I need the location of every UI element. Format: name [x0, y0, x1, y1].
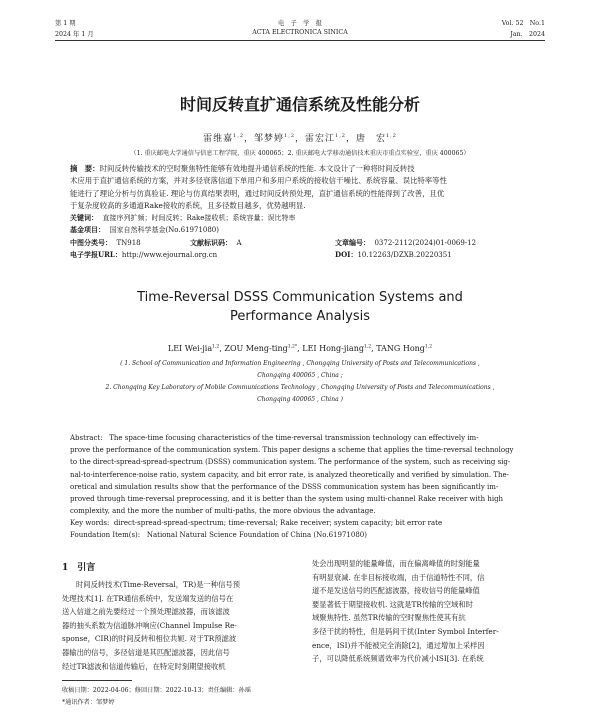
fund-en: Foundation Item(s): National Natural Science Foundation of China (No.61971080): [70, 531, 367, 539]
header-date-en: Jan. 2024: [510, 31, 545, 38]
clc-number: 中图分类号： TN918: [70, 238, 141, 247]
journal-name-cn: 电 子 学 报: [277, 20, 323, 27]
journal-url[interactable]: 电子学报URL：http://www.ejournal.org.cn: [70, 250, 218, 259]
doc-code: 文献标识码： A: [190, 238, 242, 247]
header-date-cn: 2024 年 1 月: [55, 31, 94, 38]
affiliation-en-3: 2. Chongqing Key Laboratory of Mobile Communications Technology , Chongqing University of Posts and Telecommunications ,: [105, 384, 495, 391]
affiliation-en-1: ( 1. School of Communication and Information Engineering , Chongqing University of Posts and Telecommunications ,: [120, 360, 480, 367]
footnote-dates: 收稿日期：2022-04-06；修回日期：2022-10-13；责任编辑：孙瑶: [62, 687, 251, 694]
abstract-en: Abstract: The space-time focusing characteristics of the time-reversal transmission technology can effectively im- prove the performance of the communication system. This paper designs a scheme that applies the time-reversal technology to the direct-spread-spread-spectrum (DSSS) communication system. The performance of the system, such as receiving sig- nal-to-interference-noise ratio, system capacity, and bit error rate, is analyzed theoretically and verified by simulation. The- oretical and simulation results show that the performance of the DSSS communication system has been significantly im- proved through time-reversal preprocessing, and it is better than the system using multi-channel Rake receiver with high complexity, and the more the number of multi-paths, the more obvious the advantage.: [70, 434, 514, 516]
affiliation-en-2: Chongqing 400065 , China ;: [257, 372, 343, 379]
authors-en: LEI Wei-jia$^{1,2}$, ZOU Meng-ting$^{1,2*}$, LEI Hong-jiang$^{1,2}$, TANG Hong$^{1,2}$: [167, 344, 433, 353]
keywords-en: Key words: direct-spread-spread-spectrum; time-reversal; Rake receiver; system capacity; bit error rate: [70, 519, 443, 527]
footnote-corresponding: *通讯作者：邹梦婷: [62, 699, 115, 706]
article-number: 文章编号： 0372-2112(2024)01-0069-12: [335, 238, 477, 247]
header-rule: [55, 40, 545, 41]
abstract-cn: 摘 要：时间反转传输技术的空时聚焦特性能够有效地提升通信系统的性能. 本文设计了一种将时间反转技 术应用于直扩通信系统的方案，并对多径衰落信道下单用户和多用户系统的接收信干噪比、系统容量、误比特率等性 能进行了理论分析与仿真验证. 理论与仿真结果表明，通过时间反转预处理，直扩通信系统的性能得到了改善，且优 于复杂度较高的多通道Rake接收的系统，且多径数目越多，优势越明显.: [70, 164, 447, 210]
keywords-cn: 关键词： 直接序列扩频；时间反转；Rake接收机；系统容量；误比特率: [70, 213, 296, 222]
section-body-left: 时间反转技术(Time-Reversal，TR)是一种信号预 处理技术[1]. 在TR通信系统中，发送端发送的信号在 送入信道之前先要经过一个预处理滤波器，而该滤波 器的抽头系数为信道脉冲响应(Channel Impulse Re- sponse，CIR)的时间反转和相位共轭. 对于TR预滤波 器输出的信号，多径信道是其匹配滤波器，因此信号 经过TR滤波和信道传输后，在特定时刻期望接收机: [62, 580, 240, 671]
authors-cn: 雷维嘉$^{1,2}$，邹梦婷$^{1,2}$，雷宏江$^{1,2}$，唐 宏$^{1,2}$: [203, 133, 397, 144]
affiliation-cn: （1. 重庆邮电大学通信与信息工程学院，重庆 400065；2. 重庆邮电大学移动通信技术重庆市重点实验室，重庆 400065）: [130, 150, 470, 157]
section-heading: 1 引言: [62, 563, 96, 573]
title-en-line1: Time-Reversal DSSS Communication Systems and: [137, 290, 463, 305]
title-cn: 时间反转直扩通信系统及性能分析: [179, 95, 420, 114]
section-body-right: 处会出现明显的能量峰值，而在偏离峰值的时刻能量 有明显衰减. 在非目标接收端，由于信道特性不同，信 道不是发送信号的匹配滤波器，接收信号的能量峰值 要显著低于期望接收机. 这就是TR传输的空域和时 域聚焦特性. 虽然TR传输的空时聚焦性使其有抗 多径干扰的特性，但是码间干扰(Inter Symbol Interfer- ence，ISI)并不能被完全消除[2]，通过增加上采样因 子，可以降低系统频谱效率为代价减小ISI[3]. 在系统: [312, 559, 499, 664]
header-issue: 第 1 期: [55, 20, 76, 27]
header-volume: Vol. 52 No.1: [501, 20, 545, 27]
title-en-line2: Performance Analysis: [229, 309, 371, 324]
footnote-rule: [62, 680, 132, 681]
fund-cn: 基金项目： 国家自然科学基金(No.61971080): [70, 225, 219, 234]
doi[interactable]: DOI：10.12263/DZXB.20220351: [335, 250, 452, 259]
journal-name-en: ACTA ELECTRONICA SINICA: [252, 29, 348, 36]
affiliation-en-4: Chongqing 400065 , China ): [257, 396, 343, 403]
